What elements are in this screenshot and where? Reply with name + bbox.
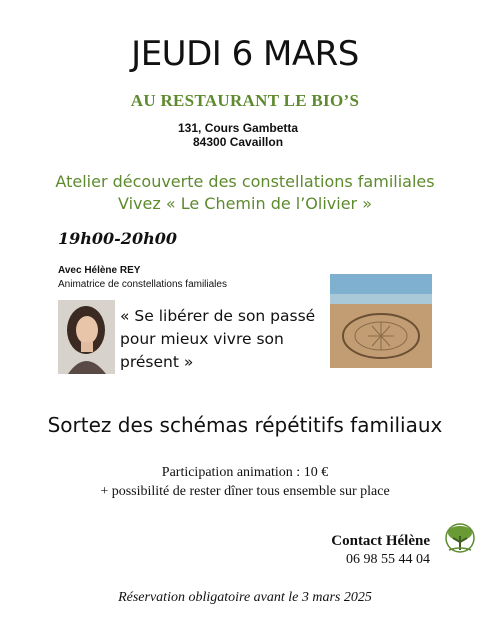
host-quote (120, 305, 320, 374)
contact-phone[interactable]: 06 98 55 44 04 (346, 552, 430, 567)
tree-icon (441, 522, 479, 558)
address-line-2: 84300 Cavaillon (193, 135, 284, 149)
host-photo (58, 300, 115, 374)
main-headline: Sortez des schémas répétitifs familiaux (47, 413, 443, 437)
participation-price: Participation animation : 10 € (161, 465, 329, 480)
address-line-1: 131, Cours Gambetta (178, 121, 299, 135)
workshop-title: Atelier découverte des constellations familiales (55, 172, 435, 191)
contact-label: Contact Hélène (331, 533, 430, 549)
workshop-tagline: Vivez « Le Chemin de l’Olivier » (118, 194, 372, 213)
event-date: JEUDI 6 MARS (131, 34, 359, 74)
event-time: 19h00-20h00 (58, 229, 177, 248)
quote-line: présent » (120, 353, 194, 371)
quote-line: « Se libérer de son passé (120, 307, 316, 325)
reservation-notice: Réservation obligatoire avant le 3 mars 2025 (118, 590, 372, 605)
venue-name: AU RESTAURANT LE BIO’S (130, 91, 360, 110)
host-role: Animatrice de constellations familiales (58, 279, 227, 290)
beach-photo (330, 274, 432, 368)
quote-line: pour mieux vivre son (120, 330, 284, 348)
host-name: Avec Hélène REY (58, 265, 141, 276)
dinner-option: + possibilité de rester dîner tous ensemble sur place (100, 484, 390, 499)
